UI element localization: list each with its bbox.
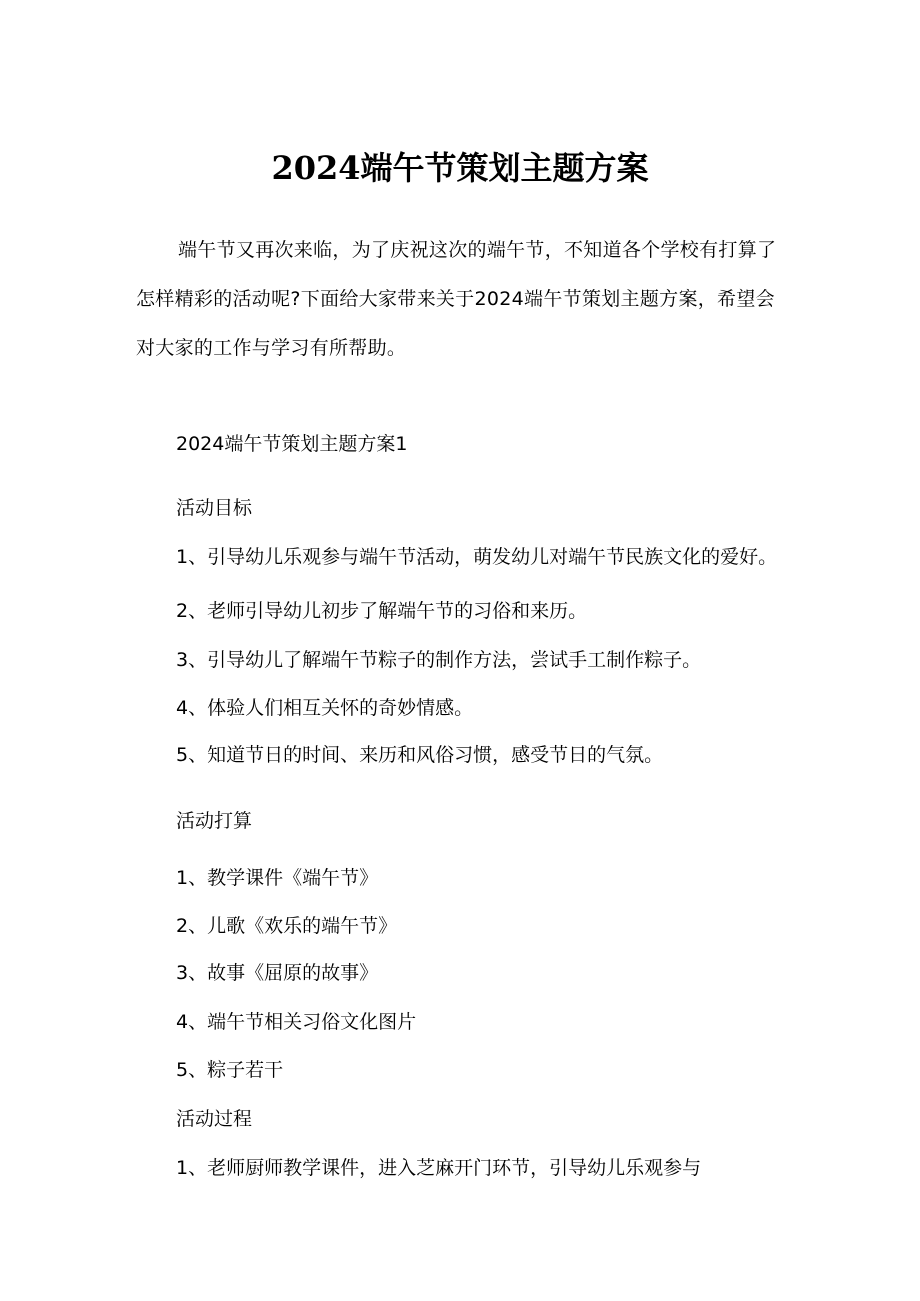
goals-item-2: 2、老师引导幼儿初步了解端午节的习俗和来历。	[176, 600, 588, 622]
prep-heading: 活动打算	[176, 810, 253, 832]
process-item-1: 1、老师厨师教学课件，进入芝麻开门环节，引导幼儿乐观参与	[176, 1157, 702, 1179]
goals-item-3: 3、引导幼儿了解端午节粽子的制作方法，尝试手工制作粽子。	[176, 649, 702, 671]
goals-item-4: 4、体验人们相互关怀的奇妙情感。	[176, 697, 474, 719]
prep-item-2: 2、儿歌《欢乐的端午节》	[176, 915, 398, 937]
section-heading: 2024端午节策划主题方案1	[176, 433, 408, 455]
prep-item-1: 1、教学课件《端午节》	[176, 867, 379, 889]
intro-paragraph: 端午节又再次来临，为了庆祝这次的端午节，不知道各个学校有打算了怎样精彩的活动呢?下面给大家带来关于2024端午节策划主题方案，希望会对大家的工作与学习有所帮助。	[136, 239, 777, 359]
process-heading: 活动过程	[176, 1108, 253, 1130]
prep-item-4: 4、端午节相关习俗文化图片	[176, 1011, 417, 1033]
goals-item-1: 1、引导幼儿乐观参与端午节活动，萌发幼儿对端午节民族文化的爱好。	[176, 546, 778, 568]
prep-item-5: 5、粽子若干	[176, 1059, 284, 1081]
goals-item-5: 5、知道节日的时间、来历和风俗习惯，感受节日的气氛。	[176, 744, 664, 766]
goals-heading: 活动目标	[176, 497, 253, 519]
document-title: 2024端午节策划主题方案	[271, 149, 649, 187]
prep-item-3: 3、故事《屈原的故事》	[176, 962, 379, 984]
